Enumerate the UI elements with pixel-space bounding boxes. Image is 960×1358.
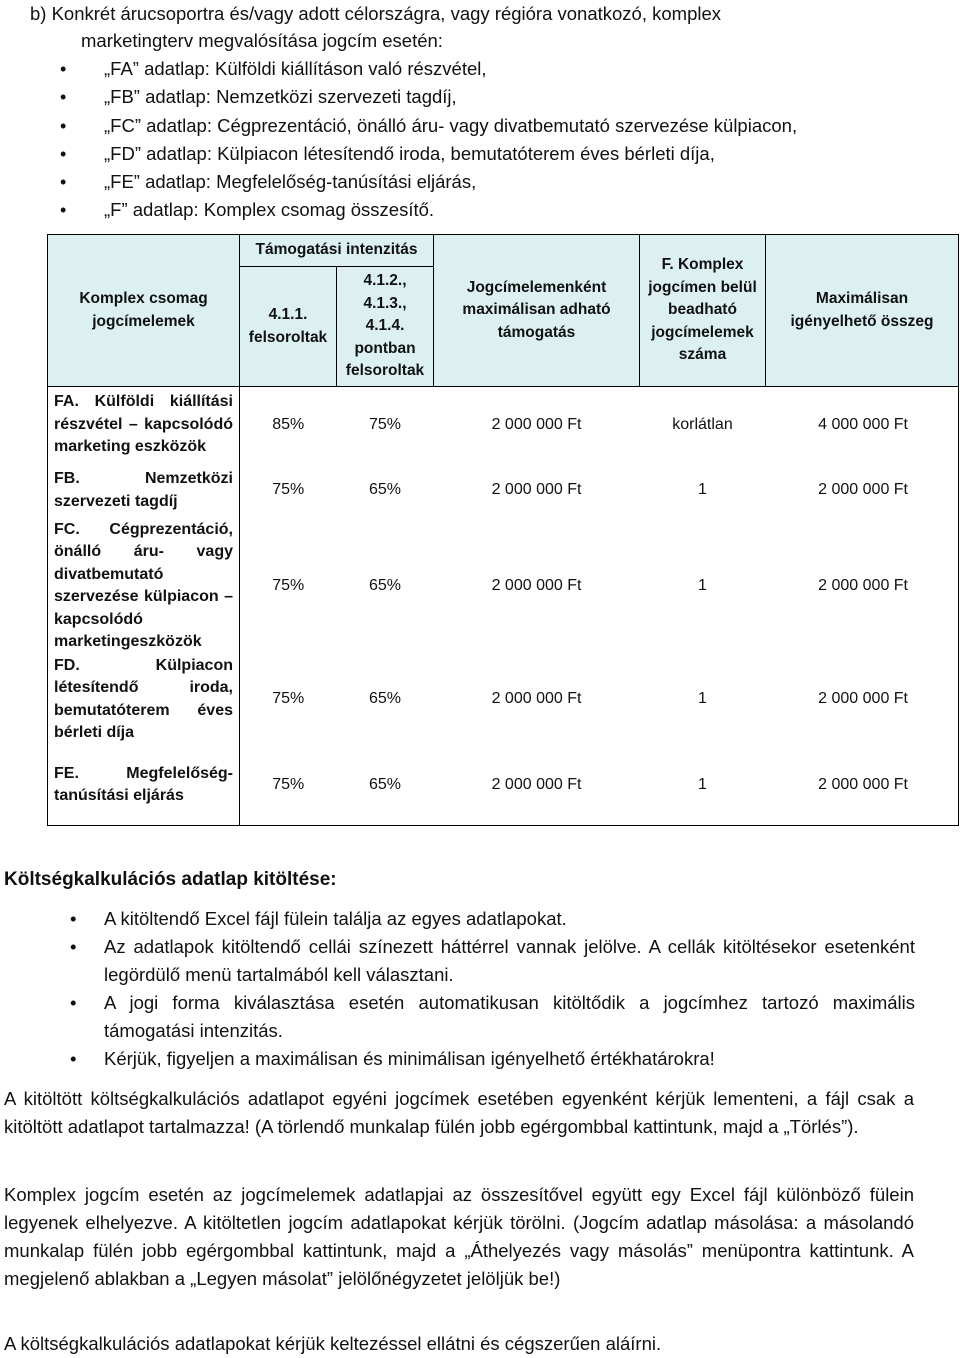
row-name: FC. Cégprezentáció, önálló áru- vagy divatbemutató szervezése külpiacon – kapcsolódó marketingeszközök [48,519,240,654]
row-max-amount: 2 000 000 Ft [766,463,959,519]
row-name: FA. Külföldi kiállítási részvétel – kapcsolódó marketing eszközök [48,387,240,463]
row-intensity-2: 65% [368,576,402,594]
row-max-support: 2 000 000 Ft [491,690,582,708]
header-max-amount: Maximálisan igényelhető összeg [766,235,959,387]
header-intensity: Támogatási intenzitás [240,235,434,267]
intro-heading [30,0,916,54]
row-intensity-2: 75% [337,387,434,463]
list-item: • A kitöltendő Excel fájl fülein találja az egyes adatlapokat. [70,905,915,933]
row-intensity-1: 85% [240,387,337,463]
list-item: • „F” adatlap: Komplex csomag összesítő. [60,196,920,224]
list-item: • Az adatlapok kitöltendő cellái színezett háttérrel vannak jelölve. A cellák kitöltésekor esetenként legördülő menü tartalmából kell választani. [70,933,915,989]
row-intensity-2: 65% [368,690,402,708]
support-table [47,234,959,826]
header-intensity-sub1: 4.1.1. felsoroltak [240,267,337,387]
instruction-list [70,905,915,1073]
header-count: F. Komplex jogcímen belül beadható jogcímelemek száma [640,235,766,387]
row-count: 1 [698,481,707,499]
datasheet-list [60,55,920,225]
list-item: • „FE” adatlap: Megfelelőség-tanúsítási eljárás, [60,168,920,196]
intro-line-1: b) Konkrét árucsoportra és/vagy adott célországra, vagy régióra vonatkozó, komplex [30,3,722,24]
table-row [48,463,959,519]
row-max-amount: 2 000 000 Ft [766,746,959,826]
row-count: 1 [698,576,707,594]
row-max-amount: 2 000 000 Ft [766,654,959,746]
row-intensity-1: 75% [240,654,337,746]
section-title: Költségkalkulációs adatlap kitöltése: [4,869,337,890]
list-item: • „FD” adatlap: Külpiacon létesítendő iroda, bemutatóterem éves bérleti díja, [60,140,920,168]
header-items: Komplex csomag jogcímelemek [48,235,240,387]
row-name: FB. Nemzetközi szervezeti tagdíj [48,463,240,519]
row-name: FE. Megfelelőség-tanúsítási eljárás [48,746,240,826]
row-max-support: 2 000 000 Ft [434,746,640,826]
row-count: 1 [640,746,766,826]
intro-line-2: marketingterv megvalósítása jogcím esetén: [81,30,443,51]
row-count: 1 [698,690,707,708]
paragraph: A költségkalkulációs adatlapokat kérjük keltezéssel ellátni és cégszerűen aláírni. [4,1333,662,1354]
table-row [48,746,959,826]
row-intensity-2: 65% [337,746,434,826]
row-max-support: 2 000 000 Ft [491,481,582,499]
row-max-support: 2 000 000 Ft [491,576,582,594]
paragraph: Komplex jogcím esetén az jogcímelemek adatlapjai az összesítővel együtt egy Excel fájl különböző fülein legyenek elhelyezve. A kitöltetlen jogcím adatlapokat kérjük törölni. (Jogcím adatlap másolása: a másolandó munkalap fülén jobb egérgombbal kattintunk, majd a „Áthelyezés vagy másolás” menüpontra kattintunk. A megjelenő ablakban a „Legyen másolat” jelölőnégyzetet jelöljük be!) [4,1184,914,1289]
list-item: • „FA” adatlap: Külföldi kiállításon való részvétel, [60,55,920,83]
list-item: • Kérjük, figyeljen a maximálisan és minimálisan igényelhető értékhatárokra! [70,1045,915,1073]
table-row [48,519,959,654]
row-max-amount: 2 000 000 Ft [766,519,959,654]
header-intensity-sub2: 4.1.2., 4.1.3., 4.1.4. pontban felsoroltak [337,267,434,387]
list-item: • A jogi forma kiválasztása esetén automatikusan kitöltődik a jogcímhez tartozó maximális támogatási intenzitás. [70,989,915,1045]
row-max-support: 2 000 000 Ft [434,387,640,463]
row-intensity-2: 65% [368,481,402,499]
header-max-support: Jogcímelemenként maximálisan adható támogatás [434,235,640,387]
list-item: • „FB” adatlap: Nemzetközi szervezeti tagdíj, [60,83,920,111]
row-max-amount: 4 000 000 Ft [766,387,959,463]
row-intensity-1: 75% [240,519,337,654]
table-row [48,387,959,463]
list-item: • „FC” adatlap: Cégprezentáció, önálló áru- vagy divatbemutató szervezése külpiacon, [60,112,920,140]
table-row [48,654,959,746]
row-count: korlátlan [640,387,766,463]
row-name: FD. Külpiacon létesítendő iroda, bemutatóterem éves bérleti díja [48,654,240,746]
paragraph: A kitöltött költségkalkulációs adatlapot egyéni jogcímek esetében egyenként kérjük lementeni, a fájl csak a kitöltött adatlapot tartalmazza! (A törlendő munkalap fülén jobb egérgombbal kattintunk, majd a „Törlés”). [4,1088,914,1137]
row-intensity-1: 75% [240,746,337,826]
row-intensity-1: 75% [240,463,337,519]
